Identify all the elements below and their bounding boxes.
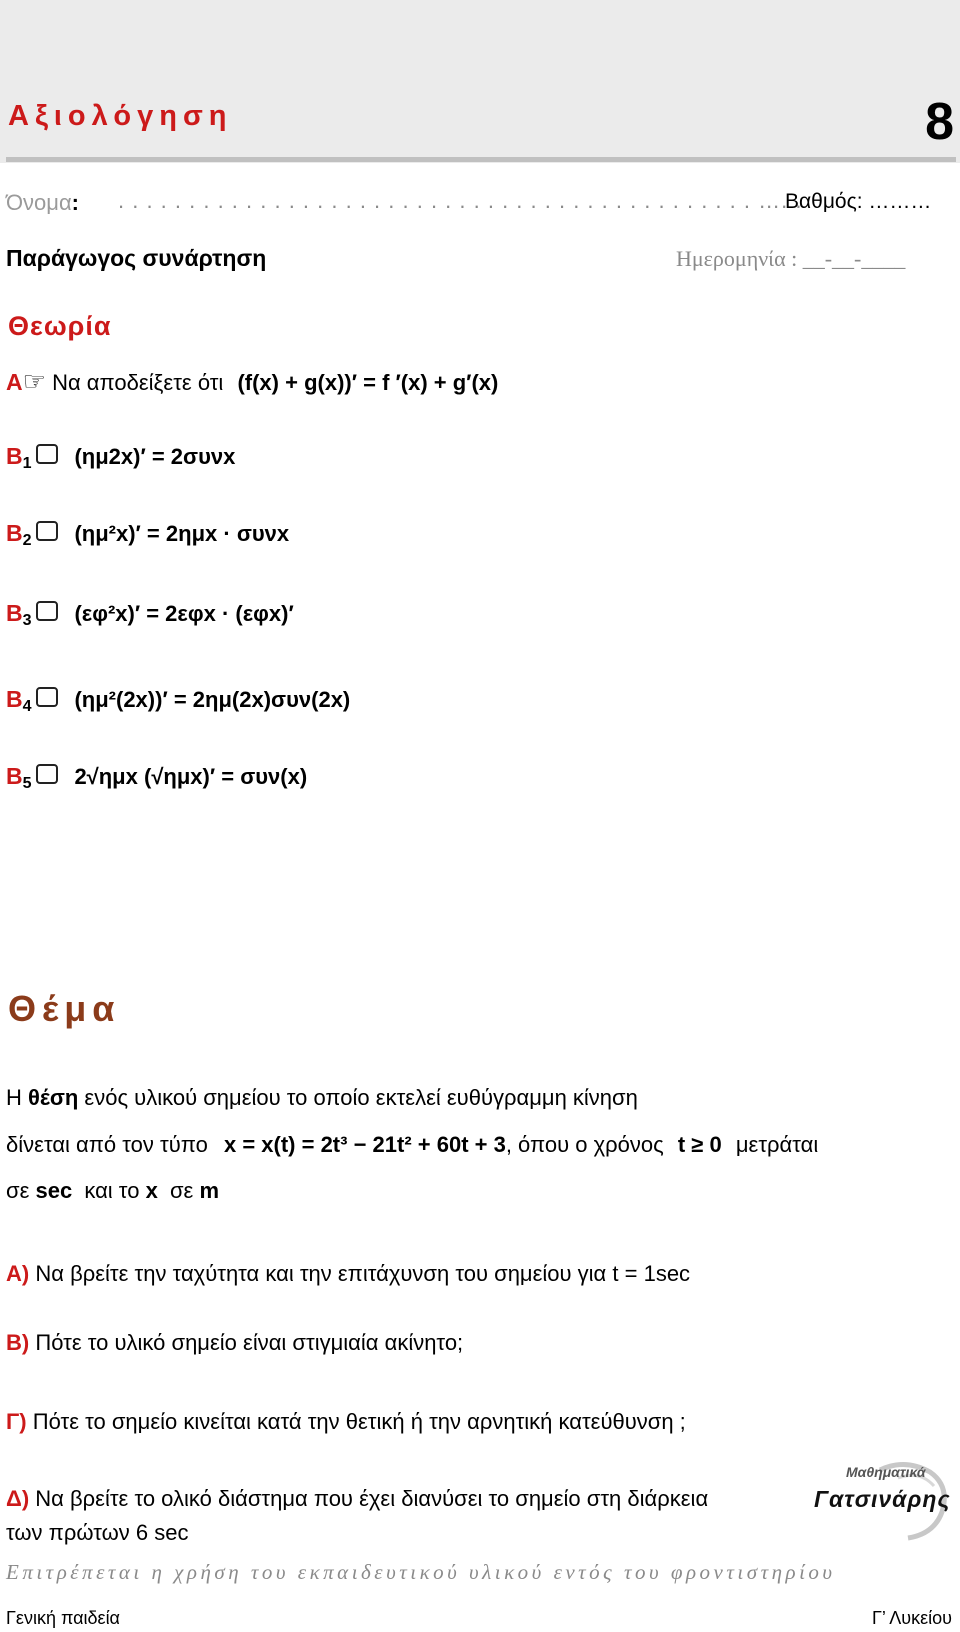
question-a: Α) Να βρείτε την ταχύτητα και την επιτάχυνση του σημείου για t = 1sec [6,1261,691,1286]
item-formula: (ημ²(2x))′ = 2ημ(2x)συν(2x) [74,687,351,712]
item-formula: (f(x) + g(x))′ = f ′(x) + g′(x) [237,370,499,395]
item-formula: (ημ²x)′ = 2ημx · συνx [74,521,290,546]
question-b: Β) Πότε το υλικό σημείο είναι στιγμιαία ακίνητο; [6,1330,464,1355]
theory-item-b3 [6,600,294,630]
name-label: Όνομα: [6,190,79,215]
theory-heading: Θεωρία [8,311,112,341]
item-label: $B_2$ [6,520,32,549]
problem-line-1: Η θέση ενός υλικού σημείου το οποίο εκτελεί ευθύγραμμη κίνηση [6,1085,638,1110]
theory-item-b5 [6,763,307,793]
checkbox[interactable] [36,444,58,464]
checkbox[interactable] [36,601,58,621]
checkbox[interactable] [36,764,58,784]
logo-name: Γατσινάρης [814,1486,951,1512]
logo-subtitle: Μαθηματικά [846,1464,926,1480]
checkbox[interactable] [36,521,58,541]
problem-line-2: δίνεται από τον τύπο x = x(t) = 2t³ − 21t² + 60t + 3, όπου ο χρόνος t ≥ 0 μετράται [6,1132,819,1157]
pointing-hand-icon: ☞ [22,366,46,396]
page-number: 8 [925,93,954,151]
page-title: Αξιολόγηση [8,100,233,132]
checkbox[interactable] [36,687,58,707]
question-d: Δ) Να βρείτε το ολικό διάστημα που έχει διανύσει το σημείο στη διάρκεια [6,1486,709,1511]
item-label: $B_1$ [6,443,32,472]
item-label: $B_4$ [6,686,32,715]
item-formula: (ημ2x)′ = 2συνx [74,444,236,469]
problem-line-3: σε sec και το x σε m [6,1178,220,1203]
theory-item-b2 [6,520,289,550]
theory-item-b4 [6,686,350,716]
item-label: $B_5$ [6,763,32,792]
theory-item-a [6,366,498,397]
theory-item-b1 [6,443,235,473]
subject-title: Παράγωγος συνάρτηση [6,245,267,271]
item-label: Α [6,369,23,395]
header-divider [6,157,956,162]
question-d-continued: των πρώτων 6 sec [6,1520,189,1545]
item-label: $B_3$ [6,600,32,629]
name-field[interactable]: . . . . . . . . . . . . . . . . . . . . . . . . . . . . . . . . . . . . . . . . . . . . . …. . [118,188,803,213]
footer-right: Γ’ Λυκείου [872,1608,952,1628]
footer-note: Επιτρέπεται η χρήση του εκπαιδευτικού υλικού εντός του φροντιστηρίου [6,1560,836,1584]
date-field[interactable]: Ημερομηνία : __-__-____ [676,246,906,271]
time-condition: t ≥ 0 [677,1132,722,1157]
footer-left: Γενική παιδεία [6,1608,120,1628]
position-formula: x = x(t) = 2t³ − 21t² + 60t + 3 [223,1132,506,1157]
item-text: Να αποδείξετε ότι [52,370,224,395]
item-formula: 2√ημx (√ημx)′ = συν(x) [74,764,308,789]
header-band [0,0,960,163]
item-formula: (εφ²x)′ = 2εφx · (εφx)′ [74,601,294,626]
problem-heading: Θέμα [8,988,121,1029]
question-c: Γ) Πότε το σημείο κινείται κατά την θετική ή την αρνητική κατεύθυνση ; [6,1409,686,1434]
grade-field[interactable]: Βαθμός: ……… [785,190,932,213]
publisher-logo [810,1460,955,1542]
